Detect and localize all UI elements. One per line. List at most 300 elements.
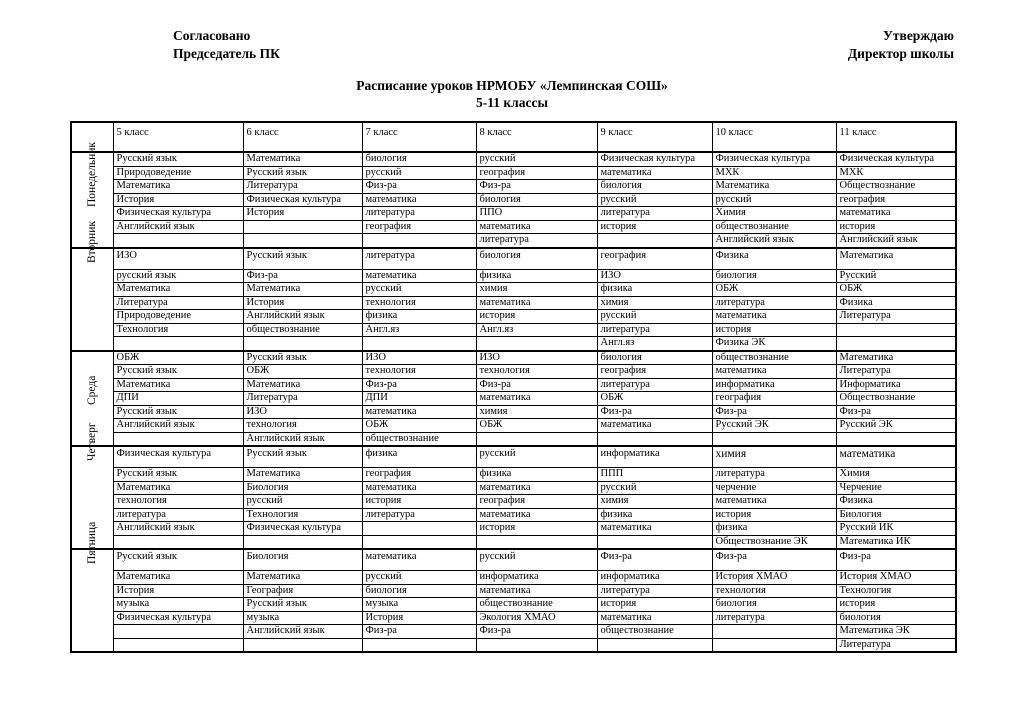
lesson-cell: Физическая культура	[113, 611, 243, 625]
lesson-cell: Обществознание ЭК	[712, 535, 836, 549]
lesson-row	[71, 598, 956, 612]
lesson-cell: технология	[362, 296, 476, 310]
lesson-cell: физика	[362, 310, 476, 324]
union-chair-label: Председатель ПК	[173, 46, 280, 61]
lesson-cell: география	[476, 495, 597, 509]
lesson-cell: русский	[476, 152, 597, 166]
lesson-cell: математика	[712, 495, 836, 509]
lesson-cell: математика	[597, 166, 712, 180]
lesson-cell: Математика	[113, 571, 243, 585]
lesson-cell: Математика ИК	[836, 535, 956, 549]
lesson-row	[71, 152, 956, 166]
lesson-cell: Физическая культура	[113, 207, 243, 221]
lesson-cell: Физ-ра	[712, 405, 836, 419]
lesson-cell: биология	[836, 611, 956, 625]
lesson-cell: информатика	[712, 378, 836, 392]
day-name: Понедельник	[86, 141, 99, 207]
lesson-cell: Математика	[113, 283, 243, 297]
lesson-cell: Литература	[836, 638, 956, 652]
lesson-cell: Английский язык	[113, 419, 243, 433]
lesson-cell	[476, 638, 597, 652]
lesson-cell: Литература	[243, 392, 362, 406]
title-line-1: Расписание уроков НРМОБУ «Лемпинская СОШ»	[356, 78, 668, 93]
lesson-cell: литература	[712, 296, 836, 310]
lesson-cell	[113, 638, 243, 652]
lesson-cell: русский	[362, 571, 476, 585]
lesson-cell: Математика	[243, 152, 362, 166]
lesson-cell: история	[476, 310, 597, 324]
lesson-cell: музыка	[362, 598, 476, 612]
lesson-cell: химия	[476, 283, 597, 297]
approved-label: Согласовано	[173, 28, 251, 43]
lesson-row	[71, 481, 956, 495]
lesson-cell: ОБЖ	[362, 419, 476, 433]
lesson-cell: Русский язык	[113, 152, 243, 166]
lesson-row	[71, 392, 956, 406]
lesson-row	[71, 625, 956, 639]
lesson-cell: ППП	[597, 468, 712, 482]
lesson-cell: Физическая культура	[243, 193, 362, 207]
lesson-cell: Физ-ра	[836, 549, 956, 571]
lesson-cell	[243, 220, 362, 234]
confirm-label: Утверждаю	[882, 28, 954, 43]
lesson-row	[71, 446, 956, 468]
class-header-row	[71, 122, 956, 152]
lesson-cell: биология	[362, 584, 476, 598]
lesson-row	[71, 337, 956, 351]
lesson-cell: математика	[712, 365, 836, 379]
lesson-cell: Русский язык	[243, 166, 362, 180]
lesson-cell: Литература	[113, 296, 243, 310]
document-title	[0, 77, 1024, 111]
lesson-cell: Англ.яз	[597, 337, 712, 351]
lesson-cell: математика	[597, 419, 712, 433]
lesson-cell: ОБЖ	[836, 283, 956, 297]
lesson-row	[71, 351, 956, 365]
lesson-cell: Физ-ра	[597, 549, 712, 571]
lesson-cell: математика	[836, 446, 956, 468]
class-header-cell: 5 класс	[113, 122, 243, 152]
lesson-cell: Физическая культура	[597, 152, 712, 166]
lesson-cell: история	[597, 220, 712, 234]
lesson-cell: биология	[476, 193, 597, 207]
lesson-cell: обществознание	[712, 351, 836, 365]
lesson-cell: математика	[597, 611, 712, 625]
day-name: Четверг	[86, 422, 99, 461]
lesson-cell	[836, 323, 956, 337]
lesson-cell: Физ-ра	[476, 625, 597, 639]
lesson-row	[71, 378, 956, 392]
schedule-table	[70, 121, 957, 653]
lesson-cell: Физическая культура	[712, 152, 836, 166]
lesson-cell: Русский язык	[113, 365, 243, 379]
lesson-cell: Русский язык	[243, 351, 362, 365]
lesson-cell: география	[362, 220, 476, 234]
lesson-cell: История	[243, 296, 362, 310]
lesson-cell: история	[712, 508, 836, 522]
lesson-cell	[113, 535, 243, 549]
lesson-cell	[476, 432, 597, 446]
lesson-cell: физика	[597, 508, 712, 522]
schedule-body	[71, 122, 956, 652]
lesson-cell: русский	[362, 166, 476, 180]
lesson-cell: История ХМАО	[836, 571, 956, 585]
lesson-cell: биология	[597, 180, 712, 194]
lesson-row	[71, 248, 956, 270]
lesson-cell: математика	[597, 522, 712, 536]
lesson-cell: ОБЖ	[597, 392, 712, 406]
lesson-cell: обществознание	[243, 323, 362, 337]
lesson-cell: литература	[362, 207, 476, 221]
lesson-cell: Физ-ра	[712, 549, 836, 571]
lesson-cell: Информатика	[836, 378, 956, 392]
lesson-cell	[836, 432, 956, 446]
lesson-cell: биология	[712, 269, 836, 283]
lesson-cell: ИЗО	[476, 351, 597, 365]
lesson-cell: Математика ЭК	[836, 625, 956, 639]
lesson-cell: Физ-ра	[836, 405, 956, 419]
lesson-cell	[362, 522, 476, 536]
lesson-cell: Физ-ра	[476, 378, 597, 392]
lesson-cell	[243, 535, 362, 549]
lesson-cell: ИЗО	[597, 269, 712, 283]
lesson-cell: Русский язык	[243, 598, 362, 612]
lesson-cell: Русский язык	[243, 446, 362, 468]
lesson-cell: русский	[362, 283, 476, 297]
lesson-cell: Математика	[113, 481, 243, 495]
lesson-row	[71, 365, 956, 379]
lesson-cell	[597, 234, 712, 248]
lesson-cell: литература	[712, 611, 836, 625]
lesson-cell: математика	[476, 481, 597, 495]
lesson-cell: музыка	[243, 611, 362, 625]
lesson-cell: физика	[712, 522, 836, 536]
lesson-cell: ИЗО	[113, 248, 243, 270]
lesson-row	[71, 310, 956, 324]
lesson-row	[71, 323, 956, 337]
lesson-cell: литература	[362, 248, 476, 270]
lesson-cell: математика	[362, 481, 476, 495]
lesson-row	[71, 584, 956, 598]
lesson-cell	[243, 638, 362, 652]
lesson-cell: История	[243, 207, 362, 221]
lesson-cell: математика	[362, 269, 476, 283]
day-name: Пятница	[86, 521, 99, 564]
lesson-cell: Биология	[836, 508, 956, 522]
lesson-cell: Английский язык	[243, 432, 362, 446]
lesson-cell: обществознание	[597, 625, 712, 639]
lesson-cell	[362, 234, 476, 248]
lesson-row	[71, 180, 956, 194]
lesson-cell: ИЗО	[362, 351, 476, 365]
lesson-cell: биология	[597, 351, 712, 365]
lesson-cell: география	[476, 166, 597, 180]
lesson-cell: Математика	[243, 283, 362, 297]
lesson-cell: Физическая культура	[113, 446, 243, 468]
lesson-cell: литература	[476, 234, 597, 248]
lesson-cell: география	[597, 248, 712, 270]
lesson-cell: Математика	[243, 468, 362, 482]
lesson-cell: биология	[476, 248, 597, 270]
lesson-cell: Английский язык	[836, 234, 956, 248]
lesson-cell: русский	[597, 193, 712, 207]
lesson-cell: Математика	[836, 351, 956, 365]
lesson-cell: Технология	[836, 584, 956, 598]
lesson-cell: физика	[476, 468, 597, 482]
lesson-row	[71, 419, 956, 433]
lesson-cell: химия	[712, 446, 836, 468]
lesson-cell: обществознание	[712, 220, 836, 234]
lesson-cell: история	[476, 522, 597, 536]
lesson-row	[71, 166, 956, 180]
lesson-cell: математика	[476, 220, 597, 234]
lesson-cell: Русский язык	[113, 468, 243, 482]
lesson-cell: Математика	[243, 571, 362, 585]
lesson-cell: история	[712, 323, 836, 337]
lesson-cell	[836, 337, 956, 351]
lesson-cell: литература	[597, 378, 712, 392]
lesson-cell	[362, 638, 476, 652]
lesson-cell: Математика	[712, 180, 836, 194]
lesson-cell	[476, 535, 597, 549]
lesson-cell: математика	[476, 392, 597, 406]
lesson-cell: Русский	[836, 269, 956, 283]
lesson-cell: Физика	[836, 495, 956, 509]
director-label: Директор школы	[847, 46, 954, 61]
lesson-cell: технология	[476, 365, 597, 379]
lesson-cell: Математика	[113, 378, 243, 392]
lesson-cell	[362, 337, 476, 351]
lesson-cell: История	[362, 611, 476, 625]
lesson-cell: литература	[597, 323, 712, 337]
lesson-cell: Экология ХМАО	[476, 611, 597, 625]
lesson-cell: Русский ЭК	[712, 419, 836, 433]
lesson-cell: информатика	[597, 446, 712, 468]
lesson-cell: математика	[836, 207, 956, 221]
lesson-cell: Математика	[243, 378, 362, 392]
lesson-cell: Физика	[712, 248, 836, 270]
lesson-cell: Биология	[243, 481, 362, 495]
lesson-row	[71, 508, 956, 522]
lesson-cell: литература	[113, 508, 243, 522]
lesson-cell: Русский язык	[243, 248, 362, 270]
lesson-cell: физика	[476, 269, 597, 283]
lesson-cell: русский	[476, 446, 597, 468]
lesson-cell: ОБЖ	[243, 365, 362, 379]
lesson-cell: черчение	[712, 481, 836, 495]
lesson-cell: Обществознание	[836, 180, 956, 194]
lesson-cell: технология	[362, 365, 476, 379]
lesson-cell: Литература	[243, 180, 362, 194]
lesson-cell: Английский язык	[113, 220, 243, 234]
lesson-cell: русский	[597, 310, 712, 324]
lesson-row	[71, 234, 956, 248]
lesson-cell: История	[113, 584, 243, 598]
lesson-cell: русский	[712, 193, 836, 207]
lesson-cell: Физическая культура	[836, 152, 956, 166]
confirmation-block	[848, 27, 954, 63]
lesson-cell: физика	[597, 283, 712, 297]
lesson-cell: Английский язык	[243, 310, 362, 324]
lesson-cell: математика	[476, 508, 597, 522]
lesson-cell: русский язык	[113, 269, 243, 283]
lesson-cell	[712, 432, 836, 446]
class-header-cell: 9 класс	[597, 122, 712, 152]
lesson-cell: Физ-ра	[476, 180, 597, 194]
lesson-cell: Технология	[243, 508, 362, 522]
lesson-cell: Природоведение	[113, 166, 243, 180]
lesson-cell: Химия	[836, 468, 956, 482]
lesson-row	[71, 468, 956, 482]
lesson-cell: обществознание	[476, 598, 597, 612]
lesson-cell: Английский язык	[113, 522, 243, 536]
lesson-row	[71, 535, 956, 549]
lesson-cell	[597, 432, 712, 446]
lesson-cell: химия	[476, 405, 597, 419]
approval-block	[173, 27, 280, 63]
lesson-cell: Физ-ра	[243, 269, 362, 283]
lesson-cell: ОБЖ	[113, 351, 243, 365]
lesson-cell	[113, 432, 243, 446]
lesson-row	[71, 207, 956, 221]
day-name: Среда	[86, 375, 99, 406]
lesson-cell	[362, 535, 476, 549]
lesson-cell: литература	[712, 468, 836, 482]
lesson-cell: Черчение	[836, 481, 956, 495]
lesson-cell: физика	[362, 446, 476, 468]
lesson-cell: Русский ЭК	[836, 419, 956, 433]
day-label-cell	[71, 220, 113, 351]
lesson-cell	[476, 337, 597, 351]
lesson-cell: химия	[597, 495, 712, 509]
lesson-cell: ИЗО	[243, 405, 362, 419]
lesson-row	[71, 432, 956, 446]
lesson-cell: математика	[362, 405, 476, 419]
class-header-cell: 10 класс	[712, 122, 836, 152]
lesson-cell: Математика	[836, 248, 956, 270]
lesson-cell: русский	[476, 549, 597, 571]
lesson-cell	[712, 625, 836, 639]
lesson-row	[71, 405, 956, 419]
lesson-cell: ДПИ	[113, 392, 243, 406]
lesson-cell: Англ.яз	[362, 323, 476, 337]
lesson-row	[71, 269, 956, 283]
lesson-cell: ОБЖ	[712, 283, 836, 297]
lesson-row	[71, 220, 956, 234]
lesson-cell	[712, 638, 836, 652]
lesson-cell: МХК	[836, 166, 956, 180]
lesson-cell: русский	[243, 495, 362, 509]
class-header-cell: 8 класс	[476, 122, 597, 152]
lesson-cell: Русский ИК	[836, 522, 956, 536]
lesson-cell: Физическая культура	[243, 522, 362, 536]
lesson-cell	[243, 234, 362, 248]
lesson-cell: география	[836, 193, 956, 207]
lesson-cell	[113, 337, 243, 351]
lesson-cell: технология	[712, 584, 836, 598]
lesson-cell: Англ.яз	[476, 323, 597, 337]
lesson-cell: информатика	[476, 571, 597, 585]
lesson-cell: Русский язык	[113, 549, 243, 571]
lesson-cell: ОБЖ	[476, 419, 597, 433]
lesson-cell: информатика	[597, 571, 712, 585]
lesson-cell: технология	[243, 419, 362, 433]
lesson-cell: математика	[476, 584, 597, 598]
lesson-cell: Химия	[712, 207, 836, 221]
lesson-cell: история	[597, 598, 712, 612]
lesson-cell	[113, 234, 243, 248]
lesson-row	[71, 296, 956, 310]
lesson-row	[71, 193, 956, 207]
lesson-cell	[597, 535, 712, 549]
day-name: Вторник	[86, 220, 99, 263]
day-label-cell	[71, 521, 113, 652]
lesson-cell: география	[597, 365, 712, 379]
lesson-row	[71, 283, 956, 297]
lesson-cell: математика	[712, 310, 836, 324]
lesson-cell: Технология	[113, 323, 243, 337]
lesson-cell: история	[836, 220, 956, 234]
lesson-cell: литература	[597, 207, 712, 221]
lesson-cell: география	[712, 392, 836, 406]
lesson-cell: История	[113, 193, 243, 207]
lesson-cell: Литература	[836, 365, 956, 379]
lesson-cell: математика	[362, 193, 476, 207]
lesson-cell: История ХМАО	[712, 571, 836, 585]
class-header-cell: 11 класс	[836, 122, 956, 152]
lesson-cell: обществознание	[362, 432, 476, 446]
lesson-cell: химия	[597, 296, 712, 310]
lesson-cell: География	[243, 584, 362, 598]
lesson-cell: ППО	[476, 207, 597, 221]
lesson-cell: Английский язык	[243, 625, 362, 639]
lesson-cell: Биология	[243, 549, 362, 571]
lesson-cell	[113, 625, 243, 639]
lesson-cell: история	[836, 598, 956, 612]
lesson-cell: русский	[597, 481, 712, 495]
lesson-cell: Физика ЭК	[712, 337, 836, 351]
lesson-cell: ДПИ	[362, 392, 476, 406]
lesson-cell: Обществознание	[836, 392, 956, 406]
lesson-cell: литература	[597, 584, 712, 598]
lesson-cell: география	[362, 468, 476, 482]
class-header-cell: 6 класс	[243, 122, 362, 152]
lesson-cell	[597, 638, 712, 652]
lesson-cell	[243, 337, 362, 351]
lesson-cell: Физика	[836, 296, 956, 310]
lesson-cell: биология	[362, 152, 476, 166]
title-line-2: 5-11 классы	[475, 95, 548, 110]
class-header-cell: 7 класс	[362, 122, 476, 152]
lesson-cell: Русский язык	[113, 405, 243, 419]
lesson-cell: Природоведение	[113, 310, 243, 324]
lesson-cell: Математика	[113, 180, 243, 194]
lesson-cell: Литература	[836, 310, 956, 324]
lesson-cell: Физ-ра	[597, 405, 712, 419]
lesson-cell: технология	[113, 495, 243, 509]
lesson-cell: математика	[362, 549, 476, 571]
lesson-cell: Физ-ра	[362, 378, 476, 392]
lesson-row	[71, 495, 956, 509]
lesson-cell: музыка	[113, 598, 243, 612]
lesson-cell: математика	[476, 296, 597, 310]
lesson-row	[71, 522, 956, 536]
lesson-cell: литература	[362, 508, 476, 522]
lesson-row	[71, 571, 956, 585]
lesson-row	[71, 638, 956, 652]
lesson-cell: Физ-ра	[362, 625, 476, 639]
lesson-row	[71, 549, 956, 571]
